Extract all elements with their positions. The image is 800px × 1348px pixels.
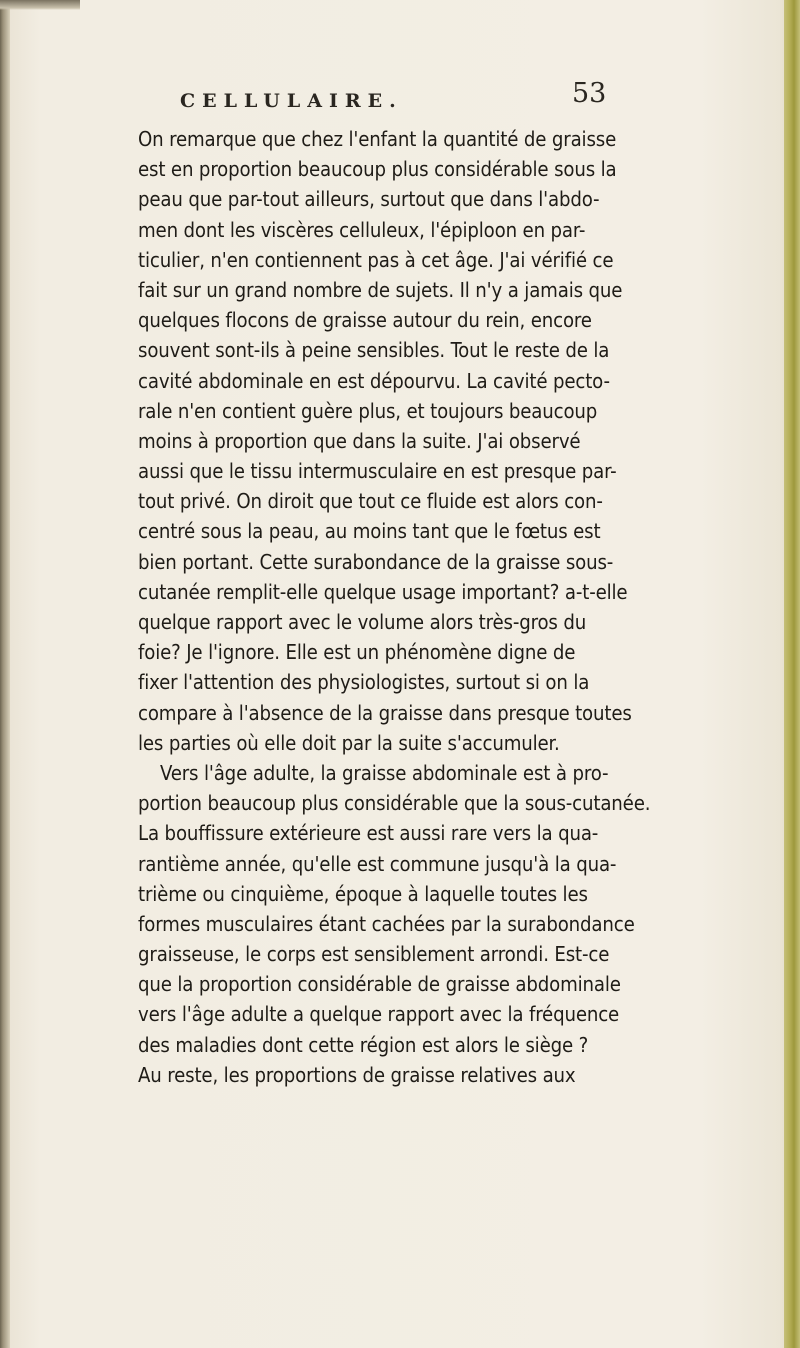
text-line: quelque rapport avec le volume alors très-gros du — [138, 610, 587, 634]
text-line: cutanée remplit-elle quelque usage important? a-t-elle — [138, 579, 628, 604]
text-line: compare à l'absence de la graisse dans presque toutes — [138, 700, 632, 725]
text-line: fixer l'attention des physiologistes, surtout si on la — [138, 670, 590, 695]
text-line: est en proportion beaucoup plus considérable sous la — [138, 157, 617, 182]
text-line: quelques flocons de graisse autour du rein, encore — [138, 308, 592, 333]
text-line: que la proportion considérable de graisse abdominale — [138, 972, 621, 997]
text-line: men dont les viscères celluleux, l'épiploon en par- — [138, 217, 586, 242]
text-line: Au reste, les proportions de graisse relatives aux — [138, 1062, 576, 1087]
text-line: portion beaucoup plus considérable que la sous-cutanée. — [138, 791, 651, 816]
text-line: tout privé. On diroit que tout ce fluide est alors con- — [138, 489, 603, 514]
text-line: rantième année, qu'elle est commune jusqu'à la qua- — [138, 851, 617, 876]
text-line: moins à proportion que dans la suite. J'ai observé — [138, 428, 581, 453]
text-line: bien portant. Cette surabondance de la graisse sous- — [138, 549, 614, 574]
text-line: peau que par-tout ailleurs, surtout que dans l'abdo- — [138, 187, 600, 212]
text-line: ticulier, n'en contiennent pas à cet âge. J'ai vérifié ce — [138, 247, 614, 272]
text-line: fait sur un grand nombre de sujets. Il n'y a jamais que — [138, 277, 623, 302]
text-line: centré sous la peau, au moins tant que le fœtus est — [138, 519, 601, 544]
body-text — [138, 124, 766, 1090]
text-line: foie? Je l'ignore. Elle est un phénomène digne de — [138, 640, 576, 665]
text-line: rale n'en contient guère plus, et toujours beaucoup — [138, 398, 598, 423]
text-line: trième ou cinquième, époque à laquelle toutes les — [138, 881, 588, 906]
paragraph-start-line: Vers l'âge adulte, la graisse abdominale est à pro- — [160, 760, 609, 785]
page-binding-edge — [0, 0, 10, 1348]
running-head: CELLULAIRE. — [180, 90, 403, 112]
text-line: formes musculaires étant cachées par la surabondance — [138, 911, 635, 936]
page-fore-edge — [784, 0, 800, 1348]
text-line: cavité abdominale en est dépourvu. La cavité pecto- — [138, 368, 610, 393]
page-corner-shadow — [0, 0, 80, 10]
page-number: 53 — [572, 78, 607, 109]
text-line: souvent sont-ils à peine sensibles. Tout le reste de la — [138, 338, 610, 363]
text-line: des maladies dont cette région est alors le siège ? — [138, 1032, 589, 1057]
text-line: graisseuse, le corps est sensiblement arrondi. Est-ce — [138, 942, 610, 967]
text-line: les parties où elle doit par la suite s'accumuler. — [138, 730, 560, 755]
text-line: La bouffissure extérieure est aussi rare vers la qua- — [138, 821, 599, 846]
text-line: aussi que le tissu intermusculaire en est presque par- — [138, 459, 617, 484]
text-line: On remarque que chez l'enfant la quantité de graisse — [138, 127, 617, 151]
page-header — [180, 78, 630, 118]
text-line: vers l'âge adulte a quelque rapport avec la fréquence — [138, 1002, 620, 1027]
